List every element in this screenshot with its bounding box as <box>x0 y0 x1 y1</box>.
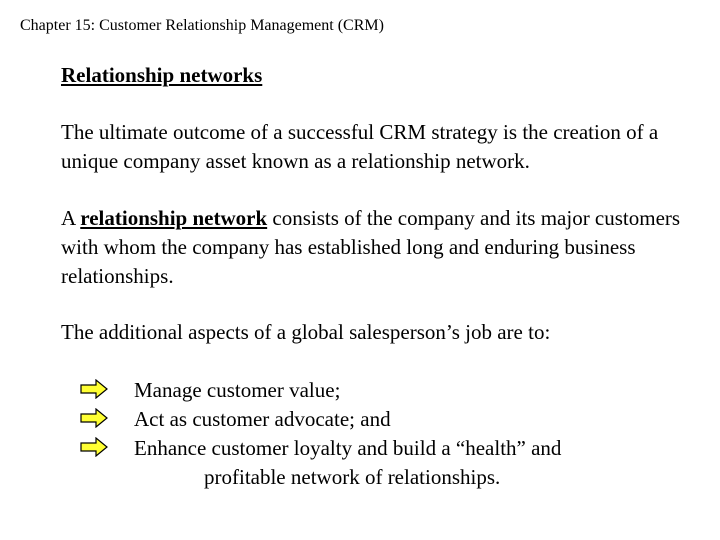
definition-prefix: A <box>61 206 76 230</box>
chapter-title: Chapter 15: Customer Relationship Management (CRM) <box>20 17 384 34</box>
paragraph-outcome: The ultimate outcome of a successful CRM strategy is the creation of a unique company asset known as a relationship network. <box>61 120 659 173</box>
list-item-continuation: profitable network of relationships. <box>204 465 501 489</box>
paragraph-aspects-intro: The additional aspects of a global salesperson’s job are to: <box>61 320 551 344</box>
list-item-text: Enhance customer loyalty and build a “health” and <box>134 436 562 460</box>
right-arrow-icon <box>80 437 108 457</box>
defined-term: relationship network <box>80 206 268 230</box>
list-item-text: Act as customer advocate; and <box>134 407 391 431</box>
list-item-text: Manage customer value; <box>134 378 341 402</box>
definition-body: consists of the company and its major customers with whom the company has established long and enduring business relationships. <box>61 206 681 288</box>
right-arrow-icon <box>80 408 108 428</box>
right-arrow-icon <box>80 379 108 399</box>
section-heading: Relationship networks <box>61 63 263 87</box>
paragraph-definition <box>61 204 701 291</box>
